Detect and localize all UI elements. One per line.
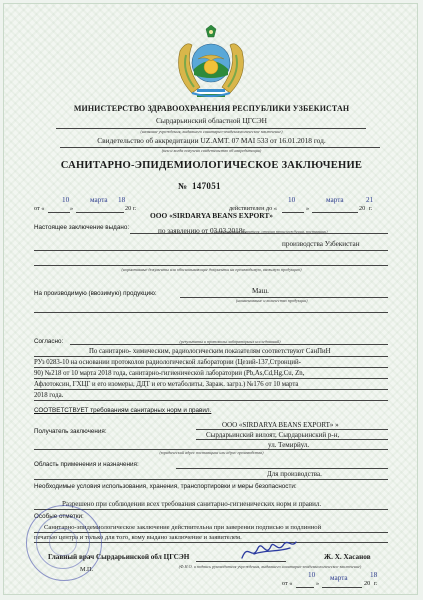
sign-date-year-prefix: 20 [364, 580, 371, 587]
conformity-statement: СООТВЕТСТВУЕТ требованиям санитарных норм и правил. [34, 407, 212, 414]
caption-applicant: (наименование заявителя, страна происхождения, поставщик) [214, 229, 328, 234]
production-origin: производства Узбекистан [282, 240, 360, 248]
date-from-prefix: от « [34, 205, 45, 212]
product-name: Маш. [252, 287, 269, 295]
recipient-line-2: Сырдарьинский вилоят, Сырдарьинский р-н, [206, 431, 340, 439]
document-title: САНИТАРНО-ЭПИДЕМИОЛОГИЧЕСКОЕ ЗАКЛЮЧЕНИЕ [60, 160, 363, 171]
mp-label: М.П. [80, 566, 94, 573]
company-name: ООО «SIRDARYA BEANS EXPORT» [149, 211, 274, 220]
date-from-suffix: г. [133, 205, 137, 212]
valid-until-label: действителен до « [229, 205, 277, 212]
results-line-1: По санитарно- химическим, радиологическим показателям соответствуют СанПиН [89, 348, 331, 355]
caption-docs: (нормативные документы или обосновывающие документы на производимую, ввозимую продукцию) [121, 267, 302, 272]
sign-date-year: 18 [370, 571, 378, 579]
date-from-month: марта [90, 196, 108, 204]
valid-until-year-prefix: 20 [359, 205, 366, 212]
ministry-heading: МИНИСТЕРСТВО ЗДРАВООХРАНЕНИЯ РЕСПУБЛИКИ УЗБЕКИСТАН [73, 104, 350, 113]
notes-line-2: печатью центра и только для того, кому выдано заключение и заявителем. [34, 534, 242, 541]
date-from-mid: » [70, 205, 74, 212]
number-label: № [178, 181, 188, 191]
conditions-label: Необходимые условия использования, хранения, транспортировки и меры безопасности: [34, 483, 297, 490]
results-line-5: 2018 года. [34, 392, 64, 399]
caption-institution: (название учреждения, выдавшего санитарно-эпидемиологическое заключение) [140, 129, 283, 134]
certificate-number: 147051 [192, 181, 221, 191]
caption-address: (юридический адрес поставщика или адрес производства) [159, 450, 264, 455]
application-date: по заявлению от 03.03.2018г. [158, 227, 247, 235]
results-line-4: Афлотоксин, ГХЦГ и его изомеры, ДДТ и его метаболиты, Зараж. загрз.) №176 от 10 марта [34, 381, 299, 388]
sign-date-mid: » [316, 580, 320, 587]
recipient-label: Получатель заключения: [34, 428, 107, 435]
issued-label: Настоящее заключение выдано: [34, 224, 130, 231]
valid-until-suffix: г. [369, 205, 373, 212]
date-from-year-prefix: 20 [125, 205, 132, 212]
caption-accreditation: (кем и когда получено свидетельство об аккредитации) [161, 148, 262, 153]
conditions-value: Разрешено при соблюдении всех требования санитарно-гигиенических норм и правил. [62, 500, 322, 508]
scope-label: Область применения и назначения: [34, 461, 139, 468]
notes-line-1: Санитарно-эпидемиологическое заключение действительна при заверении подписью и подлинной [44, 524, 322, 531]
sign-date-month: марта [330, 574, 348, 582]
valid-until-day: 10 [288, 196, 296, 204]
product-label: На производимую (ввозимую) продукцию: [34, 290, 157, 297]
notes-label: Особые отметки: [34, 513, 84, 520]
signatory-title: Главный врач Сырдарьинской обл ЦГСЭН [48, 553, 190, 561]
results-line-2: РУз 0283-10 на основании протоколов радиологической лаборатории (Цезий-137,Стронций- [34, 359, 301, 366]
center-name: Сырдарьинский областной ЦГСЭН [156, 116, 267, 125]
results-line-3: 90) №218 от 10 марта 2018 года, санитарно-гигиенической лаборатории (Pb,As,Cd,Hg,Cu, Zn, [34, 370, 305, 377]
valid-until-year: 21 [366, 196, 374, 204]
valid-until-month: марта [326, 196, 344, 204]
recipient-line-3: ул. Темирйул. [268, 441, 310, 449]
recipient-line-1: ООО «SIRDARYA BEANS EXPORT» » [222, 421, 339, 429]
sign-date-prefix: от « [282, 580, 293, 587]
valid-until-mid: » [306, 205, 310, 212]
caption-product: (наименование и количество продукции) [236, 298, 308, 303]
state-emblem-icon [170, 25, 252, 101]
signature-icon [238, 536, 300, 566]
caption-signature: (Ф.И.О. и подпись руководителя учреждения, выдавшего санитарно-эпидемиологическое заключение) [178, 564, 362, 569]
accreditation-line: Свидетельство об аккредитации UZ.AMT. 07 MAI 533 от 16.01.2018 год. [97, 136, 326, 145]
sign-date-day: 10 [308, 571, 316, 579]
date-from-year: 18 [118, 196, 126, 204]
scope-value: Для производства. [267, 470, 322, 478]
signatory-name: Ж. Х. Хасанов [324, 553, 371, 561]
sign-date-suffix: г. [374, 580, 378, 587]
agreed-label: Согласно: [34, 338, 64, 345]
date-from-day: 10 [62, 196, 70, 204]
caption-results: (результаты и протоколы лабораторных исследований) [179, 339, 281, 344]
